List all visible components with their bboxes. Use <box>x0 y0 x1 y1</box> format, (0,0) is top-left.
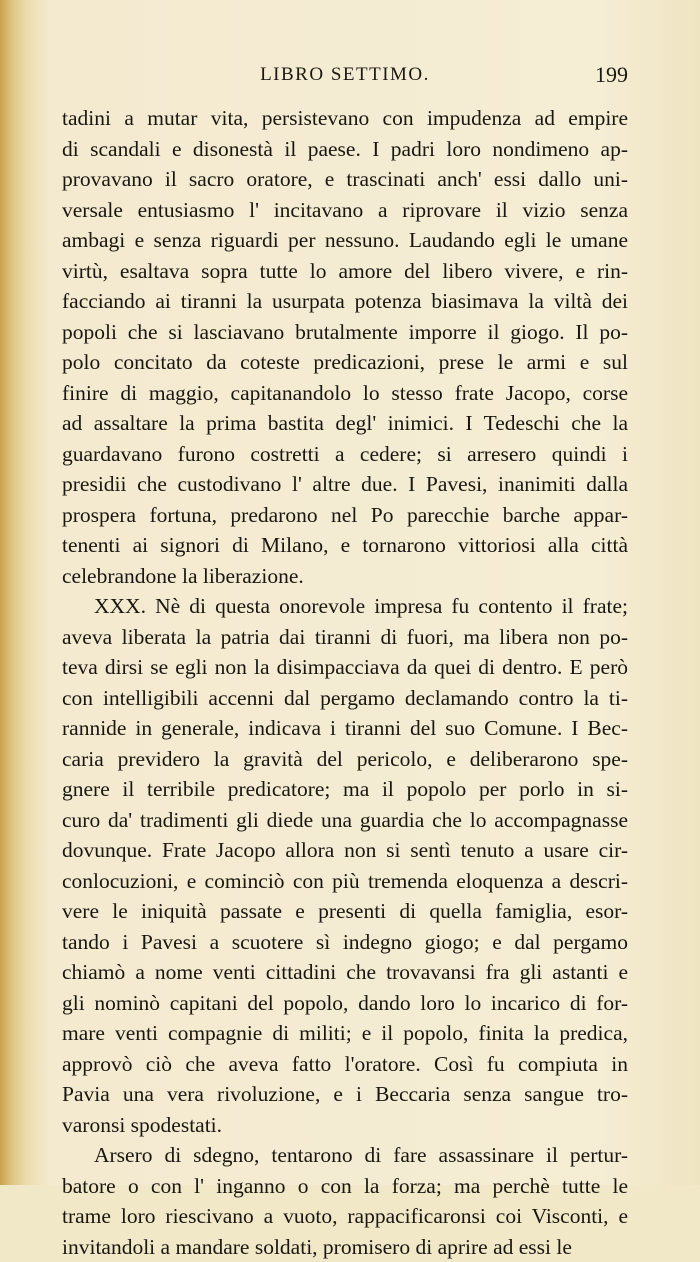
text-line: Arsero di sdegno, tentarono di fare assassinare il pertur- <box>62 1140 628 1171</box>
text-line: teva dirsi se egli non la disimpacciava da quei di dentro. E però <box>62 652 628 683</box>
page-header <box>62 62 628 92</box>
text-line: dovunque. Frate Jacopo allora non si sentì tenuto a usare cir- <box>62 835 628 866</box>
text-line: mare venti compagnie di militi; e il popolo, finita la predica, <box>62 1018 628 1049</box>
text-line: provavano il sacro oratore, e trascinati anch' essi dallo uni- <box>62 164 628 195</box>
text-line: prospera fortuna, predarono nel Po parecchie barche appar- <box>62 500 628 531</box>
text-line: invitandoli a mandare soldati, promisero di aprire ad essi le <box>62 1232 628 1262</box>
text-line: finire di maggio, capitanandolo lo stesso frate Jacopo, corse <box>62 378 628 409</box>
running-title: LIBRO SETTIMO. <box>62 64 628 86</box>
paragraph <box>62 103 628 591</box>
text-line: polo concitato da coteste predicazioni, prese le armi e sul <box>62 347 628 378</box>
text-line: di scandali e disonestà il paese. I padri loro nondimeno ap- <box>62 134 628 165</box>
text-line: conlocuzioni, e cominciò con più tremenda eloquenza a descri- <box>62 866 628 897</box>
text-line: batore o con l' inganno o con la forza; ma perchè tutte le <box>62 1171 628 1202</box>
text-line: chiamò a nome venti cittadini che trovavansi fra gli astanti e <box>62 957 628 988</box>
text-line: tando i Pavesi a scuotere sì indegno giogo; e dal pergamo <box>62 927 628 958</box>
text-line: virtù, esaltava sopra tutte lo amore del libero vivere, e rin- <box>62 256 628 287</box>
page-number: 199 <box>595 62 628 88</box>
text-line: presidii che custodivano l' altre due. I Pavesi, inanimiti dalla <box>62 469 628 500</box>
text-line: versale entusiasmo l' incitavano a riprovare il vizio senza <box>62 195 628 226</box>
text-line: rannide in generale, indicava i tiranni del suo Comune. I Bec- <box>62 713 628 744</box>
text-line: con intelligibili accenni dal pergamo declamando contro la ti- <box>62 683 628 714</box>
text-line: aveva liberata la patria dai tiranni di fuori, ma libera non po- <box>62 622 628 653</box>
text-line: facciando ai tiranni la usurpata potenza biasimava la viltà dei <box>62 286 628 317</box>
text-line: ad assaltare la prima bastita degl' inimici. I Tedeschi che la <box>62 408 628 439</box>
text-line: curo da' tradimenti gli diede una guardia che lo accompagnasse <box>62 805 628 836</box>
text-line: gli nominò capitani del popolo, dando loro lo incarico di for- <box>62 988 628 1019</box>
text-line: Pavia una vera rivoluzione, e i Beccaria senza sangue tro- <box>62 1079 628 1110</box>
text-line: gnere il terribile predicatore; ma il popolo per porlo in si- <box>62 774 628 805</box>
text-line: celebrandone la liberazione. <box>62 561 628 592</box>
paragraph <box>62 1140 628 1262</box>
text-line: caria previdero la gravità del pericolo, e deliberarono spe- <box>62 744 628 775</box>
text-line: XXX. Nè di questa onorevole impresa fu contento il frate; <box>62 591 628 622</box>
body-text <box>62 103 628 1262</box>
text-line: popoli che si lasciavano brutalmente imporre il giogo. Il po- <box>62 317 628 348</box>
text-line: approvò ciò che aveva fatto l'oratore. Così fu compiuta in <box>62 1049 628 1080</box>
paragraph <box>62 591 628 1140</box>
text-line: guardavano furono costretti a cedere; si arresero quindi i <box>62 439 628 470</box>
text-line: vere le iniquità passate e presenti di quella famiglia, esor- <box>62 896 628 927</box>
text-line: tenenti ai signori di Milano, e tornarono vittoriosi alla città <box>62 530 628 561</box>
text-line: trame loro riescivano a vuoto, rappacificaronsi coi Visconti, e <box>62 1201 628 1232</box>
text-line: varonsi spodestati. <box>62 1110 628 1141</box>
text-line: tadini a mutar vita, persistevano con impudenza ad empire <box>62 103 628 134</box>
text-line: ambagi e senza riguardi per nessuno. Laudando egli le umane <box>62 225 628 256</box>
